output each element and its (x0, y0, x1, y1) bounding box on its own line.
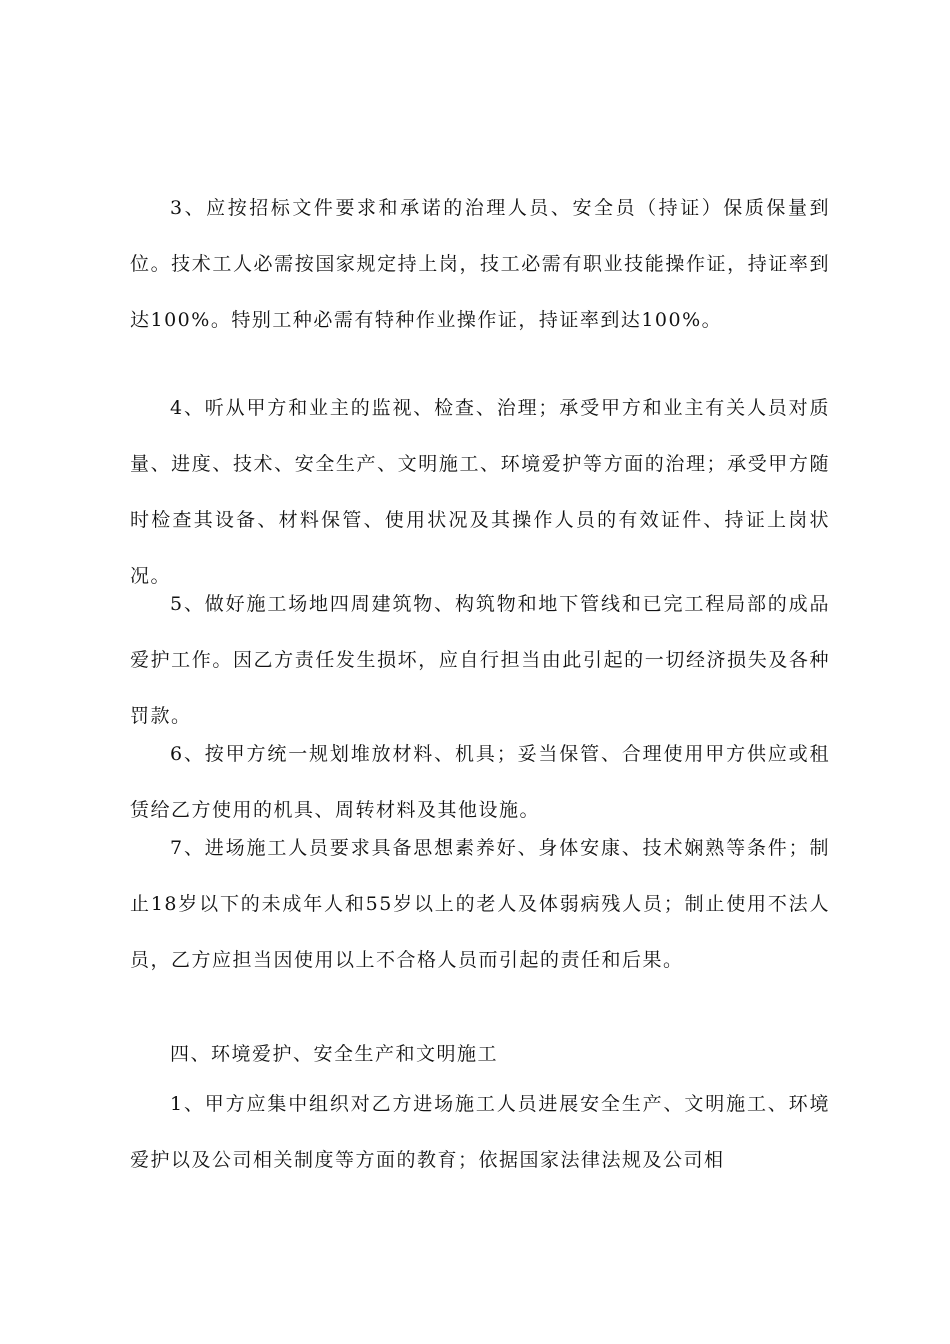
paragraph-item-7: 7、进场施工人员要求具备思想素养好、身体安康、技术娴熟等条件；制止18岁以下的未成年人和55岁以上的老人及体弱病残人员；制止使用不法人员，乙方应担当因使用以上不合格人员而引起的责任和后果。 (130, 837, 830, 971)
paragraph-item-5: 5、做好施工场地四周建筑物、构筑物和地下管线和已完工程局部的成品爱护工作。因乙方责任发生损坏，应自行担当由此引起的一切经济损失及各种罚款。 (130, 593, 830, 727)
section-heading: 四、环境爱护、安全生产和文明施工 (170, 1043, 499, 1065)
paragraph-item-3: 3、应按招标文件要求和承诺的治理人员、安全员（持证）保质保量到位。技术工人必需按国家规定持上岗，技工必需有职业技能操作证，持证率到达100%。特别工种必需有特种作业操作证，持证率到达100%。 (130, 197, 830, 331)
paragraph-item-6: 6、按甲方统一规划堆放材料、机具；妥当保管、合理使用甲方供应或租赁给乙方使用的机具、周转材料及其他设施。 (130, 743, 830, 821)
paragraph-item-4: 4、听从甲方和业主的监视、检查、治理；承受甲方和业主有关人员对质量、进度、技术、安全生产、文明施工、环境爱护等方面的治理；承受甲方随时检查其设备、材料保管、使用状况及其操作人员的有效证件、持证上岗状况。 (130, 397, 830, 587)
section-paragraph-1: 1、甲方应集中组织对乙方进场施工人员进展安全生产、文明施工、环境爱护以及公司相关制度等方面的教育；依据国家法律法规及公司相 (130, 1093, 830, 1171)
